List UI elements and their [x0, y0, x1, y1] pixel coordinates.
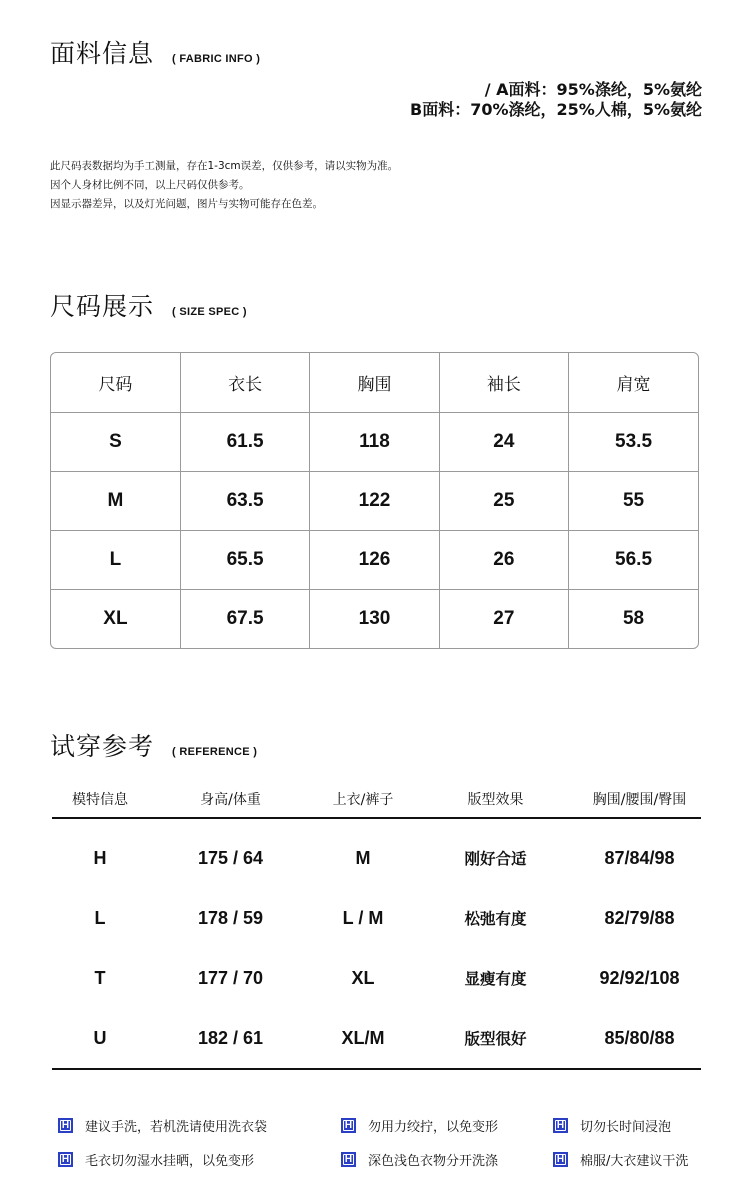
header-sleeve: 袖长: [439, 353, 568, 412]
fit-cell: 松弛有度: [464, 910, 527, 928]
care-text: 深色浅色衣物分开洗涤: [368, 1154, 499, 1169]
note-line: 因个人身材比例不同，以上尺码仅供参考。: [50, 179, 250, 191]
model-cell: U: [93, 1027, 107, 1048]
fit-cell: 显瘦有度: [464, 970, 527, 988]
measurement-notes: [50, 157, 398, 214]
size-worn-cell: M: [355, 847, 371, 868]
header-size: 尺码: [51, 353, 180, 412]
header-measurements: 胸围/腰围/臀围: [592, 792, 687, 808]
height-weight-cell: 175 / 64: [197, 847, 264, 868]
care-item: [58, 1116, 267, 1135]
fabric-title: 面料信息: [50, 39, 155, 68]
model-cell: L: [94, 907, 106, 928]
table-row: [51, 589, 698, 648]
h-icon: H: [553, 1118, 568, 1133]
care-text: 切勿长时间浸泡: [580, 1120, 672, 1135]
model-cell: T: [94, 967, 106, 988]
chest-cell: 118: [310, 412, 439, 471]
size-title-en: ( SIZE SPEC ): [172, 306, 247, 318]
height-weight-cell: 177 / 70: [197, 967, 264, 988]
measurements-cell: 87/84/98: [604, 847, 675, 868]
size-table: [50, 352, 699, 649]
header-shoulder: 肩宽: [569, 353, 698, 412]
reference-section-title: [50, 727, 257, 763]
length-cell: 67.5: [180, 589, 309, 648]
sleeve-cell: 26: [439, 530, 568, 589]
fabric-composition: [410, 80, 702, 120]
shoulder-cell: 55: [569, 471, 698, 530]
care-item: [341, 1150, 498, 1169]
chest-cell: 122: [310, 471, 439, 530]
care-text: 建议手洗，若机洗请使用洗衣袋: [85, 1120, 268, 1135]
size-worn-cell: XL/M: [341, 1027, 385, 1048]
care-text: 毛衣切勿湿水挂晒，以免变形: [85, 1154, 255, 1169]
fabric-title-en: ( FABRIC INFO ): [172, 53, 261, 65]
header-fit: 版型效果: [467, 792, 524, 808]
fabric-section-title: [50, 34, 260, 70]
size-cell: XL: [51, 589, 180, 648]
table-row: [52, 1008, 701, 1068]
h-icon: H: [341, 1152, 356, 1167]
size-title: 尺码展示: [50, 292, 155, 321]
size-table-header: [51, 353, 698, 412]
header-model: 模特信息: [72, 792, 128, 808]
length-cell: 61.5: [180, 412, 309, 471]
size-section-title: [50, 287, 247, 323]
height-weight-cell: 182 / 61: [197, 1027, 264, 1048]
fabric-line-a: / A面料：95%涤纶，5%氨纶: [484, 80, 702, 99]
size-cell: L: [51, 530, 180, 589]
sleeve-cell: 25: [439, 471, 568, 530]
size-worn-cell: XL: [351, 967, 375, 988]
chest-cell: 130: [310, 589, 439, 648]
reference-table-header: [52, 789, 701, 819]
care-item: [341, 1116, 498, 1135]
reference-title-en: ( REFERENCE ): [172, 746, 258, 758]
table-row: [52, 828, 701, 888]
measurements-cell: 85/80/88: [604, 1027, 675, 1048]
fit-cell: 版型很好: [464, 1030, 527, 1048]
table-row: [51, 412, 698, 471]
header-top-bottom: 上衣/裤子: [332, 792, 394, 808]
sleeve-cell: 24: [439, 412, 568, 471]
measurements-cell: 92/92/108: [599, 967, 680, 988]
fabric-line-b: B面料：70%涤纶，25%人棉，5%氨纶: [410, 100, 702, 119]
size-cell: S: [51, 412, 180, 471]
care-item: [553, 1150, 688, 1169]
measurements-cell: 82/79/88: [604, 907, 675, 928]
table-row: [52, 948, 701, 1008]
h-icon: H: [58, 1152, 73, 1167]
table-row: [51, 471, 698, 530]
note-line: 此尺码表数据均为手工测量，存在1-3cm误差，仅供参考，请以实物为准。: [50, 160, 399, 172]
size-cell: M: [51, 471, 180, 530]
size-worn-cell: L / M: [342, 907, 384, 928]
table-row: [51, 530, 698, 589]
table-row: [52, 888, 701, 948]
note-line: 因显示器差异，以及灯光问题，图片与实物可能存在色差。: [50, 198, 323, 210]
h-icon: H: [58, 1118, 73, 1133]
shoulder-cell: 53.5: [569, 412, 698, 471]
reference-table: [52, 828, 701, 1068]
sleeve-cell: 27: [439, 589, 568, 648]
length-cell: 65.5: [180, 530, 309, 589]
length-cell: 63.5: [180, 471, 309, 530]
care-item: [58, 1150, 254, 1169]
model-cell: H: [93, 847, 107, 868]
care-item: [553, 1116, 671, 1135]
shoulder-cell: 58: [622, 607, 645, 629]
fit-cell: 刚好合适: [464, 850, 527, 868]
shoulder-cell: 56.5: [569, 530, 698, 589]
header-height-weight: 身高/体重: [200, 792, 261, 808]
h-icon: H: [553, 1152, 568, 1167]
h-icon: H: [341, 1118, 356, 1133]
header-chest: 胸围: [310, 353, 439, 412]
reference-bottom-rule: [52, 1068, 701, 1070]
height-weight-cell: 178 / 59: [197, 907, 264, 928]
chest-cell: 126: [310, 530, 439, 589]
reference-title: 试穿参考: [50, 732, 155, 761]
header-length: 衣长: [180, 353, 309, 412]
care-text: 勿用力绞拧，以免变形: [368, 1120, 499, 1135]
care-text: 棉服/大衣建议干洗: [580, 1154, 689, 1169]
